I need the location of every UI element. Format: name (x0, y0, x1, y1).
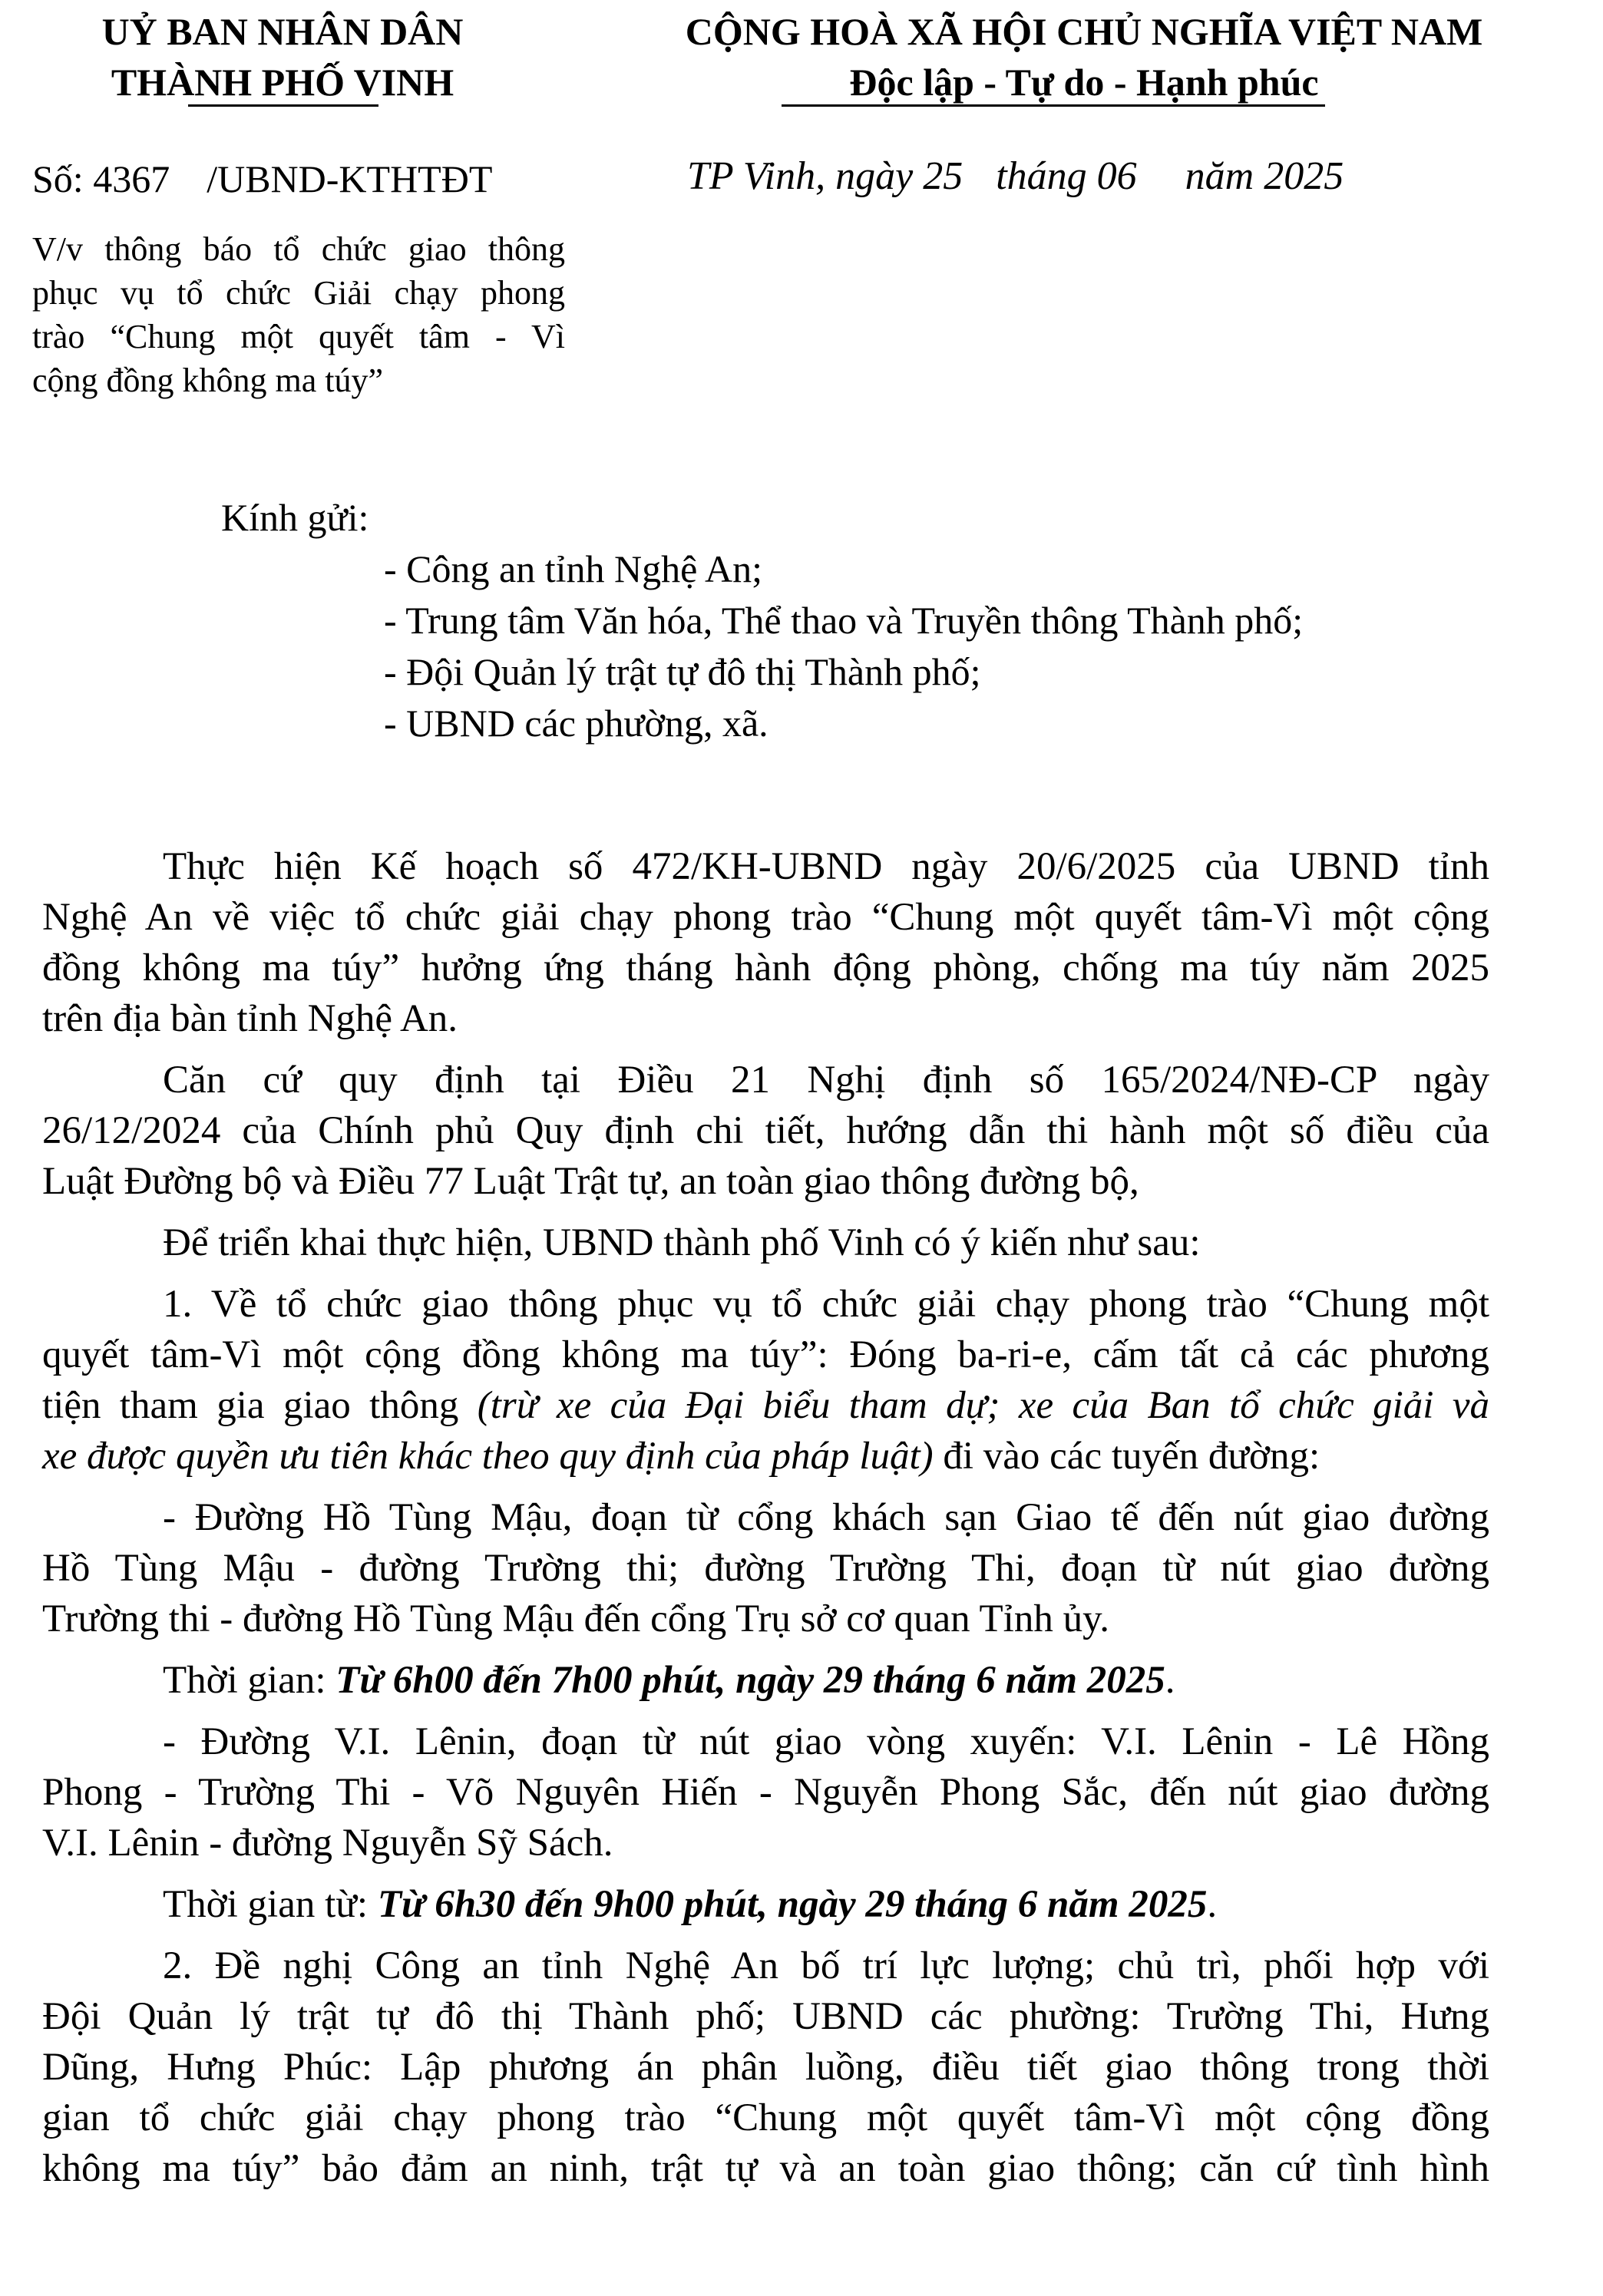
recipient-item: - Công an tỉnh Nghệ An; (384, 547, 763, 590)
issuer-underline (188, 104, 378, 107)
issuer-line-2: THÀNH PHỐ VINH (111, 61, 454, 104)
body-line: 1. Về tổ chức giao thông phục vụ tổ chức giải chạy phong trào “Chung một (163, 1283, 1489, 1326)
body-line: 2. Đề nghị Công an tỉnh Nghệ An bố trí lực lượng; chủ trì, phối hợp với (163, 1944, 1489, 1987)
time-1 (42, 1655, 1489, 1706)
document-number-label: Số: 4367 (32, 157, 170, 200)
body-line: Để triển khai thực hiện, UBND thành phố Vinh có ý kiến như sau: (163, 1221, 1201, 1264)
body-line: - Đường V.I. Lênin, đoạn từ nút giao vòng xuyến: V.I. Lênin - Lê Hồng (163, 1720, 1489, 1763)
date-year: năm 2025 (1185, 154, 1344, 198)
time-2 (42, 1879, 1489, 1930)
national-motto-block (565, 6, 1603, 107)
subject-line: phục vụ tổ chức Giải chạy phong (32, 274, 565, 312)
date-month: tháng 06 (996, 154, 1137, 198)
date-place: TP Vinh, ngày (687, 154, 914, 198)
document-body (42, 841, 1489, 2194)
recipient-item: - Đội Quản lý trật tự đô thị Thành phố; (384, 650, 981, 693)
body-line: Phong - Trường Thi - Võ Nguyên Hiến - Nguyễn Phong Sắc, đến nút giao đường (42, 1771, 1489, 1814)
recipient-list (384, 543, 1303, 749)
body-line: gian tổ chức giải chạy phong trào “Chung một quyết tâm-Vì một cộng đồng (42, 2096, 1489, 2139)
body-line: quyết tâm-Vì một cộng đồng không ma túy”: Đóng ba-ri-e, cấm tất cả các phương (42, 1333, 1489, 1376)
exception-note: (trừ xe của Đại biểu tham dự; xe của Ban tổ chức giải và (477, 1384, 1489, 1427)
body-line: 26/12/2024 của Chính phủ Quy định chi tiết, hướng dẫn thi hành một số điều của (42, 1109, 1489, 1152)
date-day: 25 (923, 154, 963, 198)
time-value: Từ 6h00 đến 7h00 phút, ngày 29 tháng 6 năm 2025 (335, 1659, 1165, 1702)
body-text: đi vào các tuyến đường: (933, 1435, 1320, 1478)
time-value: Từ 6h30 đến 9h00 phút, ngày 29 tháng 6 năm 2025 (377, 1883, 1208, 1926)
body-line (42, 1380, 1489, 1431)
body-line (42, 1431, 1489, 1482)
subject-line: trào “Chung một quyết tâm - Vì (32, 318, 565, 355)
body-line: Hồ Tùng Mậu - đường Trường thi; đường Trường Thi, đoạn từ nút giao đường (42, 1547, 1489, 1590)
recipient-item: - Trung tâm Văn hóa, Thể thao và Truyền thông Thành phố; (384, 599, 1304, 642)
body-line: V.I. Lênin - đường Nguyễn Sỹ Sách. (42, 1822, 613, 1865)
time-label: Thời gian từ: (163, 1883, 378, 1926)
body-line: Nghệ An về việc tổ chức giải chạy phong trào “Chung một quyết tâm-Vì một cộng (42, 896, 1489, 939)
body-text: tiện tham gia giao thông (42, 1384, 478, 1427)
motto: Độc lập - Tự do - Hạnh phúc (849, 61, 1319, 104)
body-line (42, 1655, 1489, 1706)
issuer-block (0, 6, 565, 107)
paragraph-5 (42, 1492, 1489, 1644)
body-line (42, 1879, 1489, 1930)
body-line: trên địa bàn tỉnh Nghệ An. (42, 997, 458, 1040)
exception-note: xe được quyền ưu tiên khác theo quy định của pháp luật) (42, 1435, 934, 1478)
paragraph-1 (42, 841, 1489, 1044)
subject-line: V/v thông báo tổ chức giao thông (32, 230, 565, 268)
document-date (687, 154, 1344, 199)
body-line: Căn cứ quy định tại Điều 21 Nghị định số 165/2024/NĐ-CP ngày (163, 1059, 1489, 1102)
paragraph-7 (42, 1941, 1489, 2194)
motto-underline (782, 104, 1325, 107)
body-line: đồng không ma túy” hưởng ứng tháng hành động phòng, chống ma túy năm 2025 (42, 946, 1489, 989)
body-line: Trường thi - đường Hồ Tùng Mậu đến cổng Trụ sở cơ quan Tỉnh ủy. (42, 1597, 1110, 1640)
body-line: không ma túy” bảo đảm an ninh, trật tự và an toàn giao thông; căn cứ tình hình (42, 2147, 1489, 2190)
body-line: Thực hiện Kế hoạch số 472/KH-UBND ngày 20/6/2025 của UBND tỉnh (163, 845, 1489, 888)
subject-block (32, 227, 565, 402)
paragraph-2 (42, 1055, 1489, 1207)
time-label: Thời gian: (163, 1659, 336, 1702)
time-end: . (1165, 1659, 1175, 1702)
paragraph-6 (42, 1716, 1489, 1868)
time-end: . (1207, 1883, 1218, 1926)
body-line: Đội Quản lý trật tự đô thị Thành phố; UBND các phường: Trường Thi, Hưng (42, 1995, 1489, 2038)
subject-line: cộng đồng không ma túy” (32, 362, 384, 399)
body-line: Luật Đường bộ và Điều 77 Luật Trật tự, an toàn giao thông đường bộ, (42, 1160, 1139, 1203)
country-name: CỘNG HOÀ XÃ HỘI CHỦ NGHĨA VIỆT NAM (685, 10, 1483, 53)
body-line: Dũng, Hưng Phúc: Lập phương án phân luồng, điều tiết giao thông trong thời (42, 2046, 1489, 2089)
paragraph-4 (42, 1279, 1489, 1482)
document-number (32, 157, 492, 201)
document-number-code: /UBND-KTHTĐT (207, 157, 493, 200)
body-line: - Đường Hồ Tùng Mậu, đoạn từ cổng khách sạn Giao tế đến nút giao đường (163, 1496, 1489, 1539)
paragraph-3 (42, 1217, 1489, 1268)
kinh-gui-label: Kính gửi: (221, 496, 369, 539)
recipient-item: - UBND các phường, xã. (384, 702, 768, 745)
issuer-line-1: UỶ BAN NHÂN DÂN (101, 10, 464, 53)
